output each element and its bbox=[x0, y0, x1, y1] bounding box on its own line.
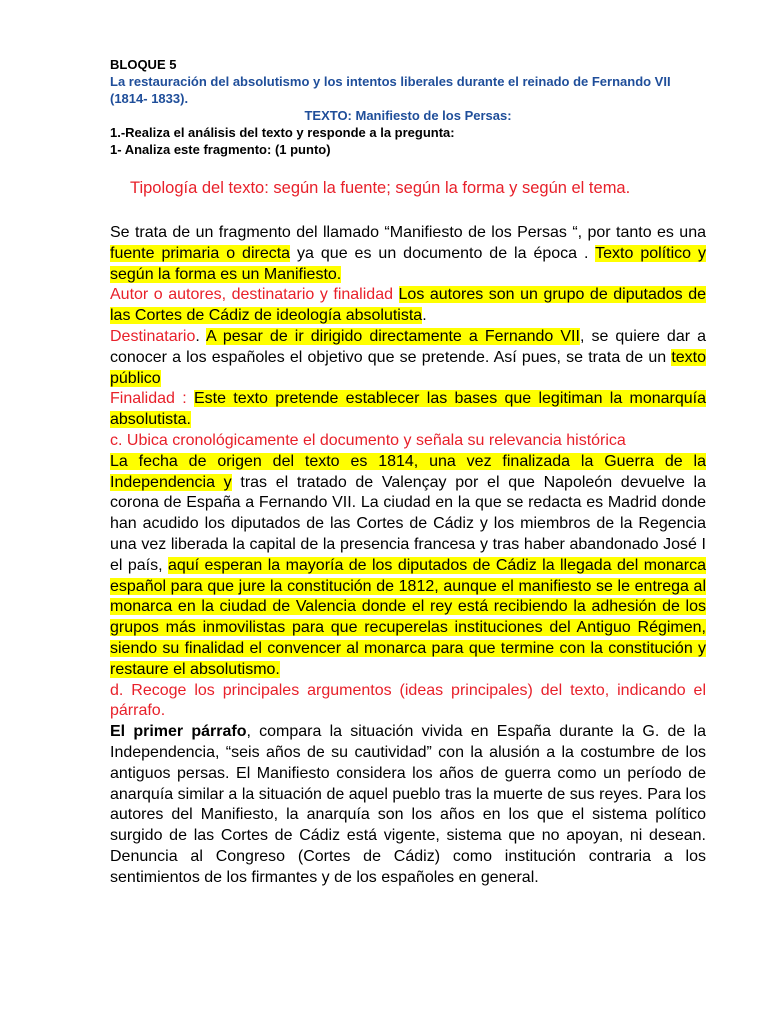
section-c-heading: c. Ubica cronológicamente el documento y señala su relevancia histórica bbox=[110, 431, 626, 449]
tipologia-heading: Tipología del texto: según la fuente; según la forma y según el tema. bbox=[130, 179, 631, 197]
block-label: BLOQUE 5 bbox=[110, 57, 177, 72]
question-2: 1- Analiza este fragmento: (1 punto) bbox=[110, 142, 331, 157]
paragraph-chronology: La fecha de origen del texto es 1814, una vez finalizada la Guerra de la Independencia y tras el tratado de Valençay por el que Napoleón devuelve la corona de España a Fernando VII. La ciudad en la que se redacta es Madrid donde han acudido los diputados de las Cortes de Cádiz y los miembros de la Regencia una vez liberada la capital de la presencia francesa y tras haber abandonado José I el país, aquí esperan la mayoría de los diputados de Cádiz la llegada del monarca español para que jure la constitución de 1812, aunque el manifiesto se le entrega al monarca en la ciudad de Valencia donde el rey está recibiendo la adhesión de los grupos más inmovilistas para que recuperelas instituciones del Antiguo Régimen, siendo su finalidad el convencer al monarca para que termine con la constitución y restaure el absolutismo. bbox=[110, 452, 706, 678]
question-1: 1.-Realiza el análisis del texto y responde a la pregunta: bbox=[110, 125, 455, 140]
document-page bbox=[110, 56, 706, 889]
text-title: TEXTO: Manifiesto de los Persas: bbox=[304, 108, 512, 123]
section-d-heading: d. Recoge los principales argumentos (ideas principales) del texto, indicando el párrafo. bbox=[110, 681, 706, 720]
paragraph-source: Se trata de un fragmento del llamado “Manifiesto de los Persas “, por tanto es una fuente primaria o directa ya que es un documento de la época . Texto político y según la forma es un Manifiesto. bbox=[110, 224, 706, 283]
document-body bbox=[110, 223, 706, 889]
paragraph-authors: Autor o autores, destinatario y finalidad Los autores son un grupo de diputados de las Cortes de Cádiz de ideología absolutista. bbox=[110, 286, 706, 325]
paragraph-first: El primer párrafo, compara la situación vivida en España durante la G. de la Independencia, “seis años de su cautividad” con la alusión a la costumbre de los antiguos persas. El Manifiesto considera los años de guerra como un período de anarquía similar a la situación de aquel pueblo tras la muerte de sus reyes. Para los autores del Manifiesto, la anarquía son los años en los que el sistema político surgido de las Cortes de Cádiz está vigente, sistema que no apoyan, ni desean. Denuncia al Congreso (Cortes de Cádiz) como institución contraria a los sentimientos de los firmantes y de los españoles en general. bbox=[110, 723, 706, 886]
paragraph-finalidad: Finalidad : Este texto pretende establecer las bases que legitiman la monarquía absolutista. bbox=[110, 390, 707, 429]
paragraph-destinatario: Destinatario. A pesar de ir dirigido directamente a Fernando VII, se quiere dar a conocer a los españoles el objetivo que se pretende. Así pues, se trata de un texto público bbox=[110, 327, 707, 387]
block-title: La restauración del absolutismo y los intentos liberales durante el reinado de Fernando VII (1814- 1833). bbox=[110, 74, 671, 106]
